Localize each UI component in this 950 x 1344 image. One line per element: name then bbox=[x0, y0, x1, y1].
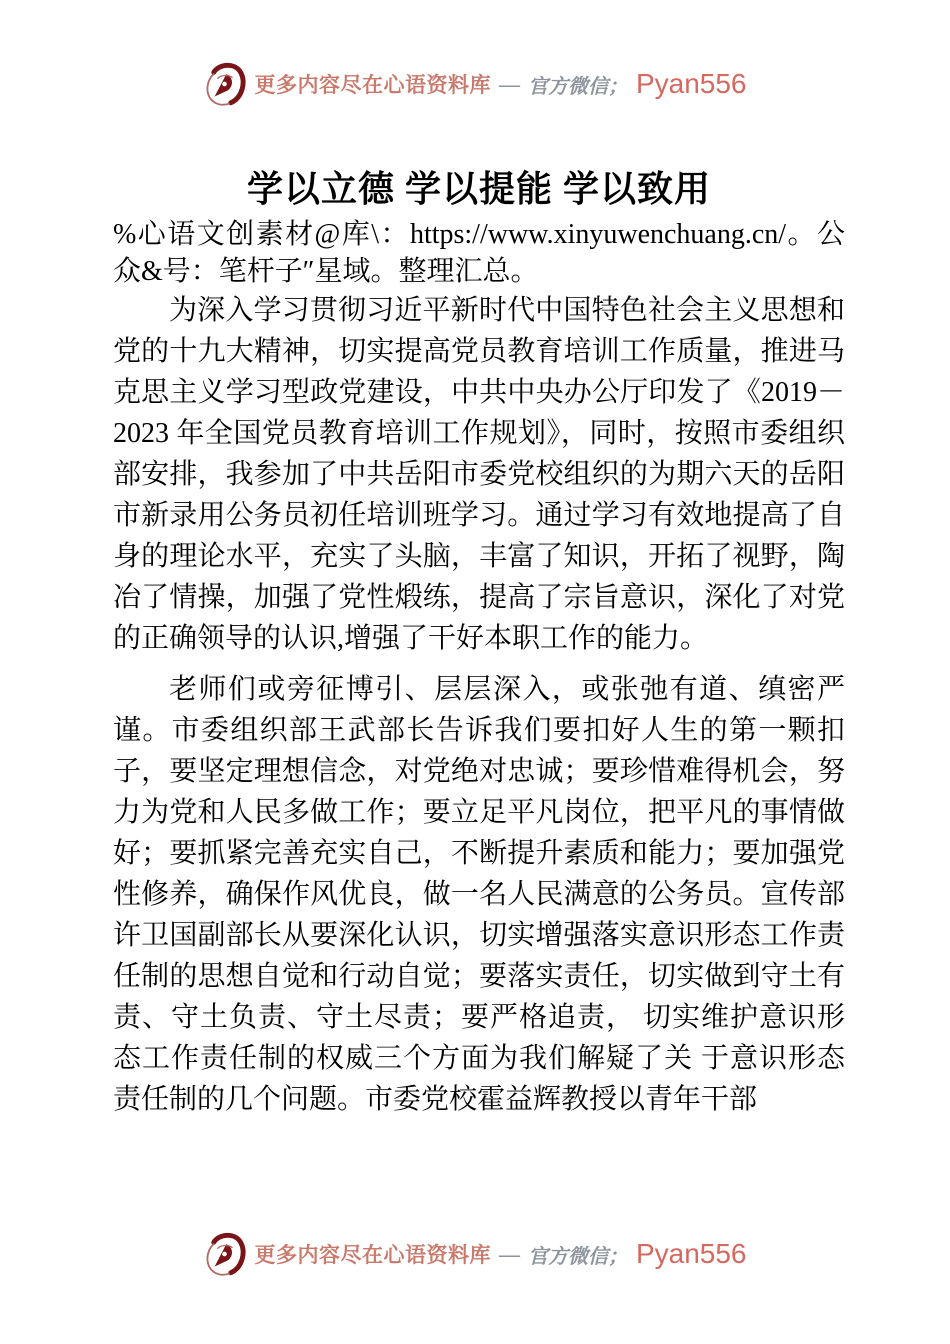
watermark-dash: — bbox=[498, 1241, 520, 1266]
watermark-text: 更多内容尽在心语资料库 bbox=[254, 1243, 491, 1267]
wechat-id: Pyan556 bbox=[635, 68, 747, 99]
watermark-text: 更多内容尽在心语资料库 bbox=[254, 73, 491, 97]
watermark-dash: — bbox=[498, 71, 520, 96]
wechat-label: 官方微信； bbox=[527, 75, 628, 98]
paragraph-2: 老师们或旁征博引、层层深入，或张弛有道、缜密严谨。市委组织部王武部长告诉我们要扣好人生的第一颗扣子，要坚定理想信念，对党绝对忠诚；要珍惜难得机会，努力为党和人民多做工作；要立足平凡岗位，把平凡的事情做好；要抓紧完善充实自己，不断提升素质和能力；要加强党性修养，确保作风优良，做一名人民满意的公务员。宣传部许卫国副部长从要深化认识，切实增强落实意识形态工作责任制的思想自觉和行动自觉；要落实责任，切实做到守土有责、守土负责、守土尽责；要严格追责， 切实维护意识形态工作责任制的权威三个方面为我们解疑了关 于意识形态责任制的几个问题。市委党校霍益辉教授以青年干部 bbox=[113, 674, 845, 1115]
document-title: 学以立德 学以提能 学以致用 bbox=[246, 169, 711, 209]
wechat-id: Pyan556 bbox=[635, 1238, 747, 1269]
pen-nib-swirl-logo-icon bbox=[203, 1230, 246, 1278]
document-content bbox=[113, 0, 845, 1120]
source-note: %心语文创素材@库\：https://www.xinyuwenchuang.cn/。公众&号：笔杆子″星域。整理汇总。 bbox=[113, 219, 845, 287]
paragraph-1: 为深入学习贯彻习近平新时代中国特色社会主义思想和党的十九大精神，切实提高党员教育培训工作质量，推进马克思主义学习型政党建设，中共中央办公厅印发了《2019－2023 年全国党员教育培训工作规划》，同时，按照市委组织部安排，我参加了中共岳阳市委党校组织的为期六天的岳阳市新录用公务员初任培训班学习。通过学习有效地提高了自身的理论水平，充实了头脑，丰富了知识，开拓了视野，陶冶了情操，加强了党性煅练，提高了宗旨意识，深化了对党的正确领导的认识,增强了干好本职工作的能力。 bbox=[113, 295, 845, 654]
footer-watermark bbox=[0, 1230, 950, 1278]
wechat-label: 官方微信； bbox=[527, 1245, 628, 1268]
